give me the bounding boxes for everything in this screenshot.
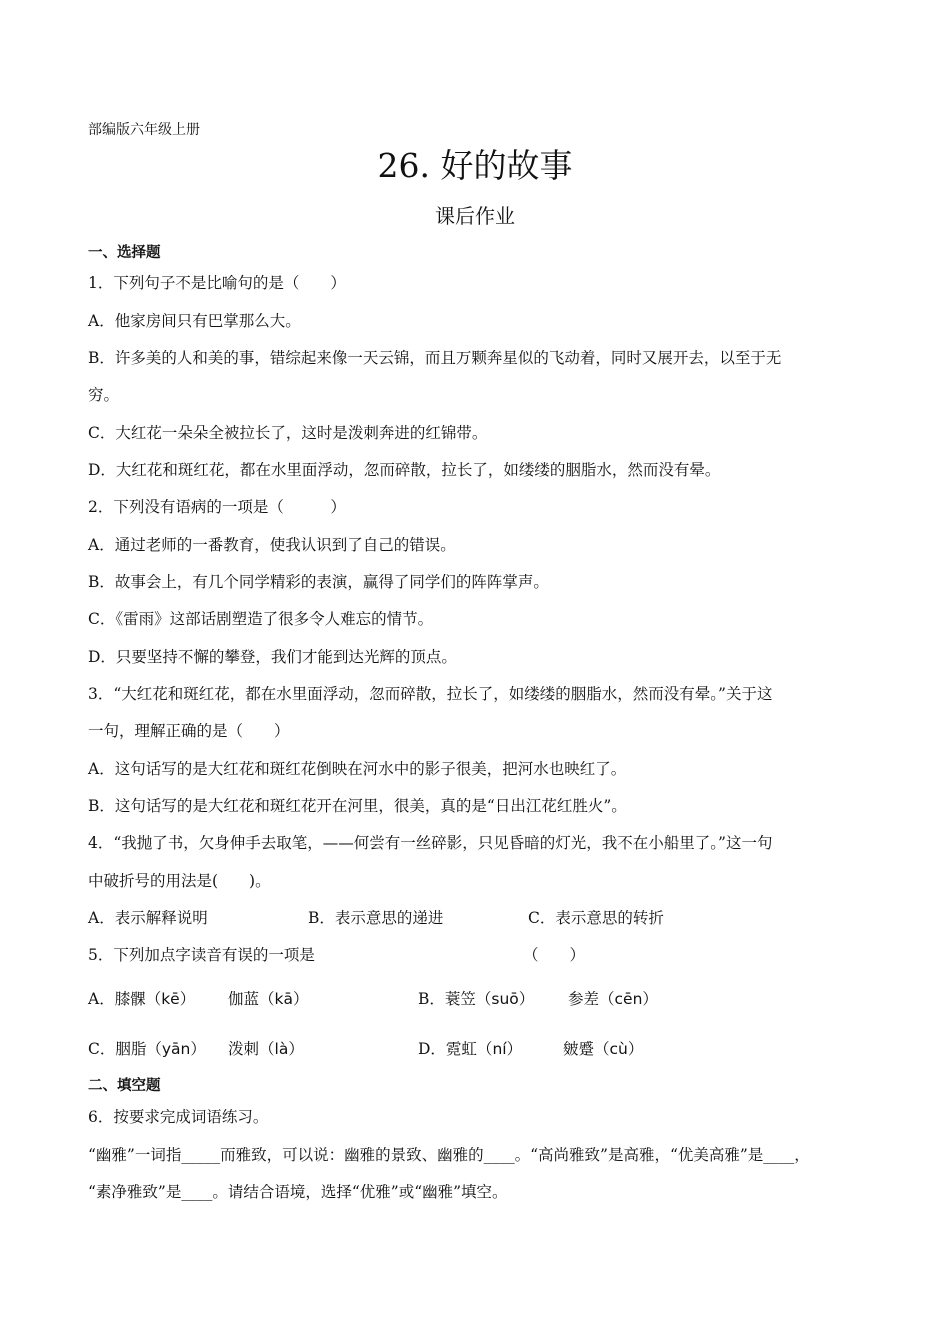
question-1-option-a: A．他家房间只有巴掌那么大。 [88, 312, 301, 330]
question-2-option-a: A．通过老师的一番教育，使我认识到了自己的错误。 [88, 536, 456, 554]
question-3-stem-line1: 3．“大红花和斑红花，都在水里面浮动，忽而碎散，拉长了，如缕缕的胭脂水，然而没有晕。”关于这 [88, 685, 773, 703]
question-5-option-a-word1: A．膝髁（kē） [88, 990, 196, 1008]
question-1-option-d: D．大红花和斑红花，都在水里面浮动，忽而碎散，拉长了，如缕缕的胭脂水，然而没有晕。 [88, 461, 721, 479]
question-5-option-d-word2: 皴蹙（cù） [563, 1040, 644, 1058]
question-5-option-c-word2: 泼刺（là） [228, 1040, 304, 1058]
question-1-stem: 1．下列句子不是比喻句的是（ ） [88, 274, 346, 292]
pinyin: cēn [614, 990, 643, 1008]
question-4-option-a: A．表示解释说明 [88, 909, 208, 927]
question-1-option-c: C．大红花一朵朵全被拉长了，这时是泼刺奔进的红锦带。 [88, 424, 488, 442]
question-4-option-c: C．表示意思的转折 [528, 909, 664, 927]
pinyin: là [274, 1040, 289, 1058]
question-5-stem: 5．下列加点字读音有误的一项是 [88, 946, 315, 964]
section-heading-choice: 一、选择题 [88, 245, 161, 261]
question-5-option-d-word1: D．霓虹（ní） [418, 1040, 523, 1058]
question-5-option-a-word2: 伽蓝（kā） [228, 990, 309, 1008]
question-3-stem-line2: 一句，理解正确的是（ ） [88, 722, 290, 740]
pinyin: kē [161, 990, 180, 1008]
question-1-option-b-line2: 穷。 [88, 386, 120, 404]
question-3-option-b: B．这句话写的是大红花和斑红花开在河里，很美，真的是“日出江花红胜火”。 [88, 797, 627, 815]
question-1-option-b-line1: B．许多美的人和美的事，错综起来像一天云锦，而且万颗奔星似的飞动着，同时又展开去，以至于无 [88, 349, 782, 367]
question-2-stem: 2．下列没有语病的一项是（ ） [88, 498, 346, 516]
page-title: 26. 好的故事 [377, 146, 573, 185]
question-5-option-c-word1: C．胭脂（yān） [88, 1040, 206, 1058]
question-5-option-b-word1: B．蓑笠（suō） [418, 990, 535, 1008]
pinyin: cù [609, 1040, 628, 1058]
header-note: 部编版六年级上册 [88, 122, 200, 138]
question-2-option-d: D．只要坚持不懈的攀登，我们才能到达光辉的顶点。 [88, 648, 457, 666]
question-2-option-c: C．《雷雨》这部话剧塑造了很多令人难忘的情节。 [88, 610, 434, 628]
question-5-answer-paren: （ ） [523, 946, 586, 964]
section-heading-fill-in: 二、填空题 [88, 1078, 161, 1094]
question-6-line2: “素净雅致”是____。请结合语境，选择“优雅”或“幽雅”填空。 [88, 1183, 508, 1201]
question-5-option-b-word2: 参差（cēn） [568, 990, 658, 1008]
question-4-option-b: B．表示意思的递进 [308, 909, 444, 927]
question-2-option-b: B．故事会上，有几个同学精彩的表演，赢得了同学们的阵阵掌声。 [88, 573, 549, 591]
page-subtitle: 课后作业 [435, 204, 515, 228]
question-4-stem-line2: 中破折号的用法是( )。 [88, 872, 271, 890]
pinyin: kā [274, 990, 293, 1008]
question-6-line1: “幽雅”一词指_____而雅致，可以说：幽雅的景致、幽雅的____。“高尚雅致”是高雅，“优美高雅”是____， [88, 1146, 810, 1164]
question-3-option-a: A．这句话写的是大红花和斑红花倒映在河水中的影子很美，把河水也映红了。 [88, 760, 627, 778]
question-4-stem-line1: 4．“我抛了书，欠身伸手去取笔，——何尝有一丝碎影，只见昏暗的灯光，我不在小船里了。”这一句 [88, 834, 773, 852]
pinyin: yān [161, 1040, 191, 1058]
pinyin: suō [491, 990, 519, 1008]
pinyin: ní [492, 1040, 507, 1058]
question-6-stem: 6．按要求完成词语练习。 [88, 1108, 269, 1126]
